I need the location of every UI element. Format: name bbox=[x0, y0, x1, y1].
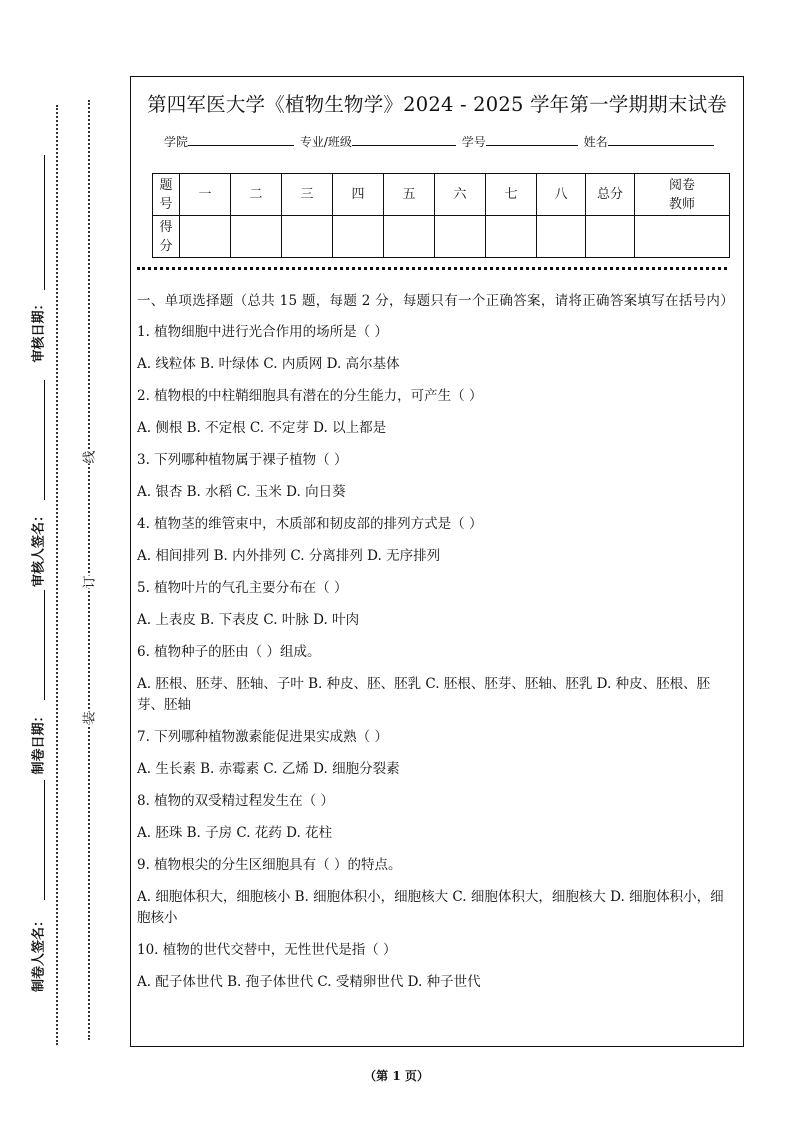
question-options: A. 侧根 B. 不定根 C. 不定芽 D. 以上都是 bbox=[137, 420, 387, 436]
review-date-line bbox=[44, 155, 45, 290]
score-col-header: 五 bbox=[384, 174, 435, 216]
score-cell[interactable] bbox=[282, 216, 333, 258]
score-col-header: 八 bbox=[537, 174, 586, 216]
score-col-header: 七 bbox=[486, 174, 537, 216]
question-options: A. 线粒体 B. 叶绿体 C. 内质网 D. 高尔基体 bbox=[137, 356, 400, 372]
binding-mark-zhuang: 装 bbox=[77, 711, 100, 724]
score-table-row-label: 题 号 bbox=[153, 174, 180, 216]
binding-mark-line: 线 bbox=[77, 450, 100, 463]
score-col-header: 二 bbox=[231, 174, 282, 216]
score-cell[interactable] bbox=[537, 216, 586, 258]
section-heading: 一、单项选择题（总共 15 题，每题 2 分，每题只有一个正确答案，请将正确答案填写在括号内） bbox=[137, 293, 735, 309]
maker-date-label: 制卷日期： bbox=[31, 709, 47, 775]
page-number: （第 1 页） bbox=[364, 1069, 429, 1083]
score-col-header-total: 总分 bbox=[586, 174, 635, 216]
question-options: A. 胚珠 B. 子房 C. 花药 D. 花柱 bbox=[137, 825, 333, 841]
question-text: 9. 植物根尖的分生区细胞具有（ ）的特点。 bbox=[137, 857, 402, 873]
question-text: 7. 下列哪种植物激素能促进果实成熟（ ） bbox=[137, 729, 388, 745]
college-label: 学院 bbox=[164, 135, 189, 149]
question-text: 6. 植物种子的胚由（ ）组成。 bbox=[137, 644, 321, 660]
maker-sign-label: 制卷人签名： bbox=[31, 913, 47, 993]
score-cell[interactable] bbox=[384, 216, 435, 258]
name-label: 姓名 bbox=[583, 135, 608, 149]
binding-dotted-line-outer bbox=[56, 105, 58, 1045]
student-id-field[interactable] bbox=[486, 133, 578, 146]
maker-sign-line bbox=[44, 780, 45, 900]
question-options: A. 胚根、胚芽、胚轴、子叶 B. 种皮、胚、胚乳 C. 胚根、胚芽、胚轴、胚乳 D. 种皮、胚根、胚芽、胚轴 bbox=[137, 676, 711, 713]
score-table-row-label: 得 分 bbox=[153, 216, 180, 258]
question-text: 3. 下列哪种植物属于裸子植物（ ） bbox=[137, 452, 348, 468]
score-col-header: 三 bbox=[282, 174, 333, 216]
question-text: 5. 植物叶片的气孔主要分布在（ ） bbox=[137, 580, 348, 596]
question-options: A. 配子体世代 B. 孢子体世代 C. 受精卵世代 D. 种子世代 bbox=[137, 974, 481, 990]
binding-dotted-line-inner bbox=[88, 100, 90, 1040]
score-cell-total[interactable] bbox=[586, 216, 635, 258]
question-text: 8. 植物的双受精过程发生在（ ） bbox=[137, 793, 334, 809]
score-col-header: 六 bbox=[435, 174, 486, 216]
grader-cell[interactable] bbox=[635, 216, 730, 258]
student-id-label: 学号 bbox=[461, 135, 486, 149]
header-divider bbox=[137, 267, 727, 270]
question-options: A. 生长素 B. 赤霉素 C. 乙烯 D. 细胞分裂素 bbox=[137, 761, 400, 777]
binding-mark-ding: 订 bbox=[77, 575, 100, 588]
question-options: A. 银杏 B. 水稻 C. 玉米 D. 向日葵 bbox=[137, 484, 346, 500]
question-text: 2. 植物根的中柱鞘细胞具有潜在的分生能力，可产生（ ） bbox=[137, 388, 483, 404]
major-class-field[interactable] bbox=[352, 133, 456, 146]
score-cell[interactable] bbox=[333, 216, 384, 258]
question-options: A. 细胞体积大，细胞核小 B. 细胞体积小，细胞核大 C. 细胞体积大，细胞核大 D. 细胞体积小，细胞核小 bbox=[137, 889, 724, 926]
name-field[interactable] bbox=[608, 133, 714, 146]
question-text: 1. 植物细胞中进行光合作用的场所是（ ） bbox=[137, 324, 388, 340]
score-table bbox=[152, 173, 730, 258]
question-text: 4. 植物茎的维管束中，木质部和韧皮部的排列方式是（ ） bbox=[137, 516, 483, 532]
question-section bbox=[137, 291, 737, 1004]
grader-header: 阅卷 教师 bbox=[635, 174, 730, 216]
exam-paper bbox=[130, 76, 744, 1047]
score-col-header: 四 bbox=[333, 174, 384, 216]
score-cell[interactable] bbox=[435, 216, 486, 258]
reviewer-sign-label: 审核人签名： bbox=[31, 508, 47, 588]
maker-date-line bbox=[44, 590, 45, 700]
score-cell[interactable] bbox=[486, 216, 537, 258]
score-cell[interactable] bbox=[180, 216, 231, 258]
score-cell[interactable] bbox=[231, 216, 282, 258]
major-class-label: 专业/班级 bbox=[299, 135, 352, 149]
exam-title: 第四军医大学《植物生物学》2024 - 2025 学年第一学期期末试卷 bbox=[147, 93, 727, 116]
question-text: 10. 植物的世代交替中，无性世代是指（ ） bbox=[137, 942, 397, 958]
review-date-label: 审核日期： bbox=[31, 297, 47, 363]
question-options: A. 上表皮 B. 下表皮 C. 叶脉 D. 叶肉 bbox=[137, 612, 360, 628]
question-options: A. 相间排列 B. 内外排列 C. 分离排列 D. 无序排列 bbox=[137, 548, 441, 564]
score-col-header: 一 bbox=[180, 174, 231, 216]
reviewer-sign-line bbox=[44, 380, 45, 500]
student-info-row bbox=[164, 133, 716, 150]
college-field[interactable] bbox=[188, 133, 294, 146]
